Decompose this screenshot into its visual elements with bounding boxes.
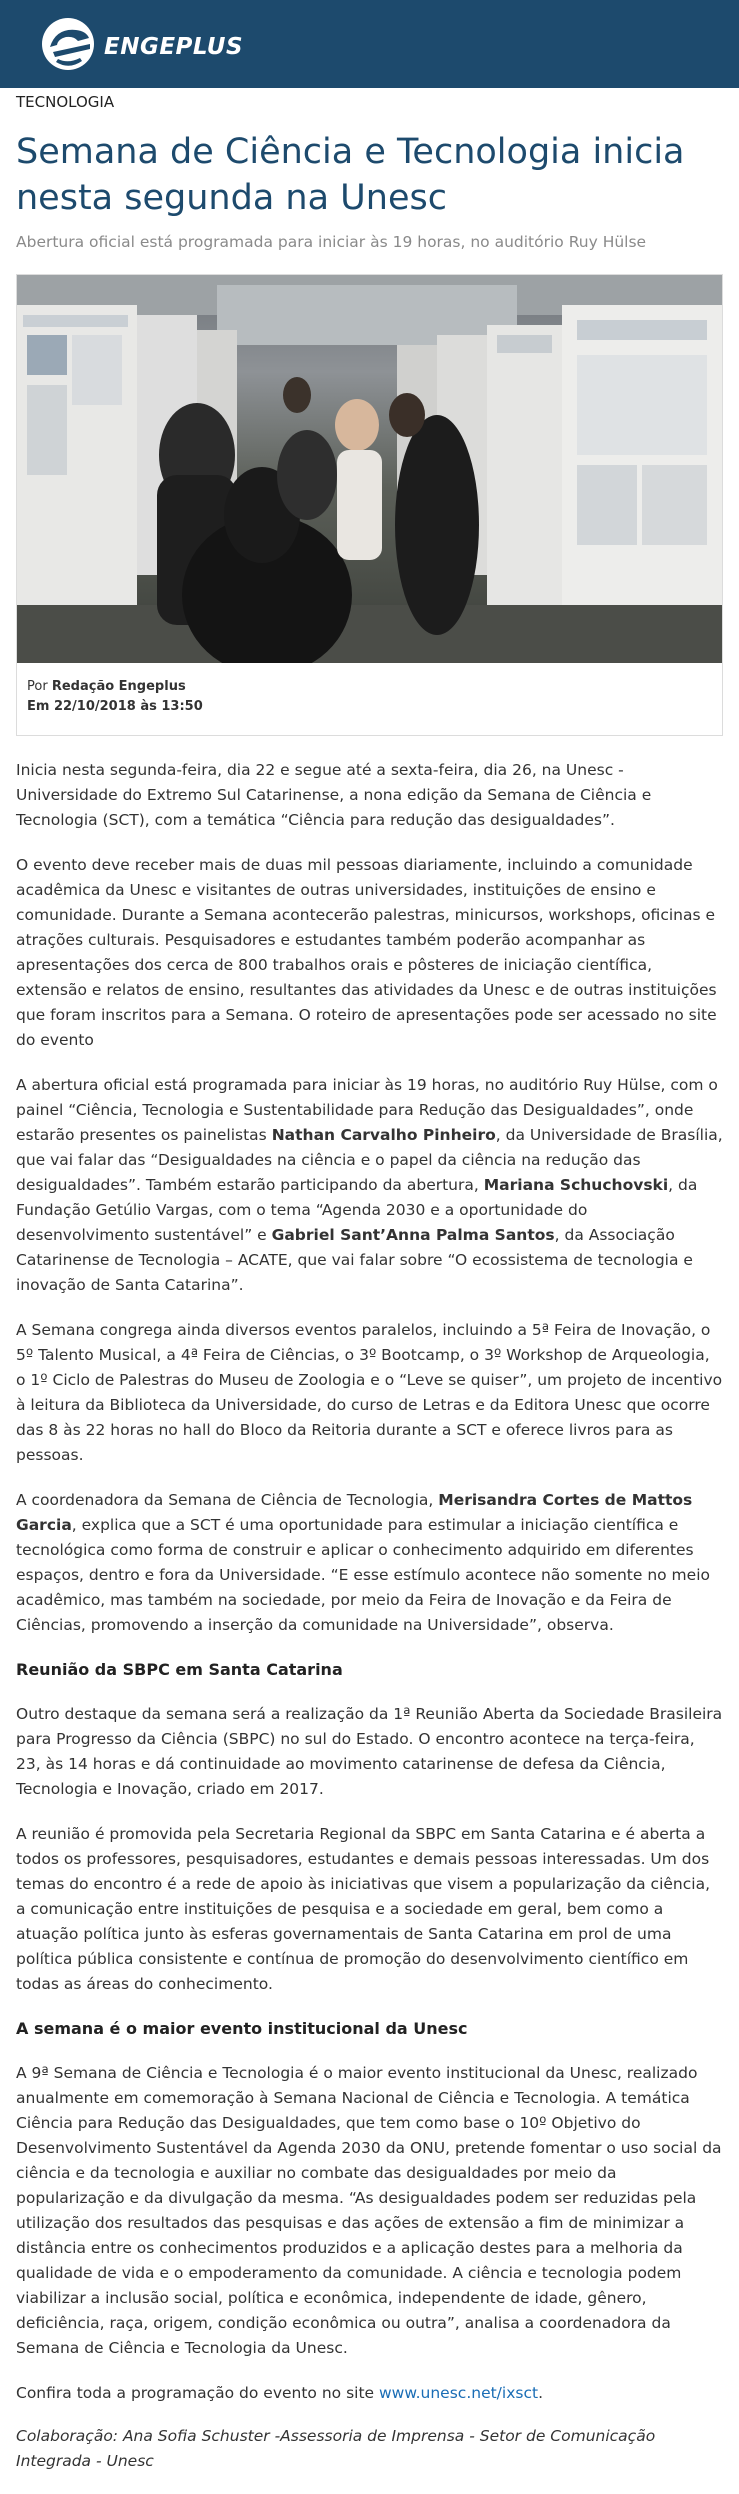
paragraph [16,1488,723,1638]
text-segment: Confira toda a programação do evento no site [16,2384,379,2402]
article-photo [17,275,722,663]
text-segment: A abertura oficial está programada para iniciar às 19 horas, no auditório Ruy Hülse, com o painel “Ciência, Tecnologia e Sustentabilidade para Redução das Desigualdades”, onde estarão presentes os painelistas [16,1076,718,1144]
paragraph: A Semana congrega ainda diversos eventos paralelos, incluindo a 5ª Feira de Inovação, o 5º Talento Musical, a 4ª Feira de Ciências, o 3º Bootcamp, o 3º Workshop de Arqueologia, o 1º Ciclo de Palestras do Museu de Zoologia e o “Leve se quiser”, um projeto de incentivo à leitura da Biblioteca da Universidade, do curso de Letras e da Editora Unesc que ocorre das 8 às 22 horas no hall do Bloco da Reitoria durante a SCT e oferece livros para as pessoas. [16,1321,723,1464]
text-segment: , explica que a SCT é uma oportunidade para estimular a iniciação científica e tecnológica como forma de construir e aplicar o conhecimento adquirido em diferentes espaços, dentro e fora da Universidade. “E esse estímulo acontece não somente no meio acadêmico, mas também na sociedade, por meio da Feira de Inovação e da Feira de Ciências, promovendo a inserção da comunidade na Universidade”, observa. [16,1516,710,1634]
byline-author[interactable]: Redação Engeplus [51,679,186,694]
paragraph: Outro destaque da semana será a realização da 1ª Reunião Aberta da Sociedade Brasileira para Progresso da Ciência (SBPC) no sul do Estado. O encontro acontece na terça-feira, 23, às 14 horas e dá continuidade ao movimento catarinense de defesa da Ciência, Tecnologia e Inovação, criado em 2017. [16,1705,723,1798]
speaker-name: Mariana Schuchovski [483,1176,669,1194]
byline-prefix: Por [27,679,48,694]
speaker-name: Gabriel Sant’Anna Palma Santos [271,1226,555,1244]
paragraph: Inicia nesta segunda-feira, dia 22 e segue até a sexta-feira, dia 26, na Unesc - Universidade do Extremo Sul Catarinense, a nona edição da Semana de Ciência e Tecnologia (SCT), com a temática “Ciência para redução das desigualdades”. [16,761,652,829]
article-body [16,758,723,2474]
coordinator-name: Merisandra Cortes de Mattos Garcia [16,1491,693,1534]
byline-date: Em 22/10/2018 às 13:50 [27,699,203,714]
text-segment: A coordenadora da Semana de Ciência de Tecnologia, [16,1491,439,1509]
section-heading: Reunião da SBPC em Santa Catarina [16,1660,343,1679]
event-site-link[interactable]: www.unesc.net/ixsct [379,2384,539,2402]
speaker-name: Nathan Carvalho Pinheiro [271,1126,496,1144]
article-category[interactable]: TECNOLOGIA [16,93,115,111]
site-name: ENGEPLUS [104,34,244,60]
paragraph: A 9ª Semana de Ciência e Tecnologia é o maior evento institucional da Unesc, realizado anualmente em comemoração à Semana Nacional de Ciência e Tecnologia. A temática Ciência para Redução das Desigualdades, que tem como base o 10º Objetivo do Desenvolvimento Sustentável da Agenda 2030 da ONU, pretende fomentar o uso social da ciência e da tecnologia e auxiliar no combate das desigualdades por meio da popularização e da divulgação da mesma. “As desigualdades podem ser reduzidas pela utilização dos resultados das pesquisas e das ações de extensão a fim de minimizar a distância entre os conhecimentos produzidos e a aplicação destes para a melhoria da qualidade de vida e o empoderamento da comunidade. A ciência e tecnologia podem viabilizar a inclusão social, política e econômica, independente de idade, gênero, deficiência, raça, origem, condição econômica ou outra”, analisa a coordenadora da Semana de Ciência e Tecnologia da Unesc. [16,2064,722,2357]
site-header [0,0,739,88]
article-container [16,88,723,2494]
engeplus-logo-icon [38,14,98,74]
paragraph: O evento deve receber mais de duas mil pessoas diariamente, incluindo a comunidade acadêmica da Unesc e visitantes de outras universidades, instituições de ensino e comunidade. Durante a Semana acontecerão palestras, minicursos, workshops, oficinas e atrações culturais. Pesquisadores e estudantes também poderão acompanhar as apresentações dos cerca de 800 trabalhos orais e pôsteres de iniciação científica, extensão e relatos de ensino, resultantes das atividades da Unesc e de outras instituições que foram inscritos para a Semana. O roteiro de apresentações pode ser acessado no site do evento [16,856,717,1049]
byline-author-line [27,677,712,697]
site-logo[interactable] [38,14,278,74]
paragraph [16,2381,723,2406]
article-figure [16,274,723,736]
article-byline [17,663,722,735]
text-segment: , da Universidade de Brasília, que vai falar das “Desigualdades na ciência e o papel da ciência na redução das desigualdades”. Também estarão participando da abertura, [16,1126,723,1194]
paragraph: A reunião é promovida pela Secretaria Regional da SBPC em Santa Catarina e é aberta a todos os professores, pesquisadores, estudantes e demais pessoas interessadas. Um dos temas do encontro é a rede de apoio às iniciativas que visem a popularização da ciência, a comunicação entre instituições de pesquisa e a sociedade em geral, bem como a atuação política junto às esferas governamentais de Santa Catarina em prol de uma política pública consistente e contínua de promoção do desenvolvimento científico em todas as áreas do conhecimento. [16,1825,710,1993]
section-heading: A semana é o maior evento institucional da Unesc [16,2019,468,2038]
article-title: Semana de Ciência e Tecnologia inicia nesta segunda na Unesc [16,132,685,218]
article-subtitle: Abertura oficial está programada para iniciar às 19 horas, no auditório Ruy Hülse [16,233,647,251]
paragraph [16,1073,723,1298]
article-credit: Colaboração: Ana Sofia Schuster -Assessoria de Imprensa - Setor de Comunicação Integrada - Unesc [16,2427,656,2470]
text-segment: , da Fundação Getúlio Vargas, com o tema “Agenda 2030 e a oportunidade do desenvolvimento sustentável” e [16,1176,698,1244]
text-segment: , da Associação Catarinense de Tecnologia – ACATE, que vai falar sobre “O ecossistema de tecnologia e inovação de Santa Catarina”. [16,1226,693,1294]
text-segment: . [538,2384,543,2402]
poster-session-illustration [17,275,722,663]
